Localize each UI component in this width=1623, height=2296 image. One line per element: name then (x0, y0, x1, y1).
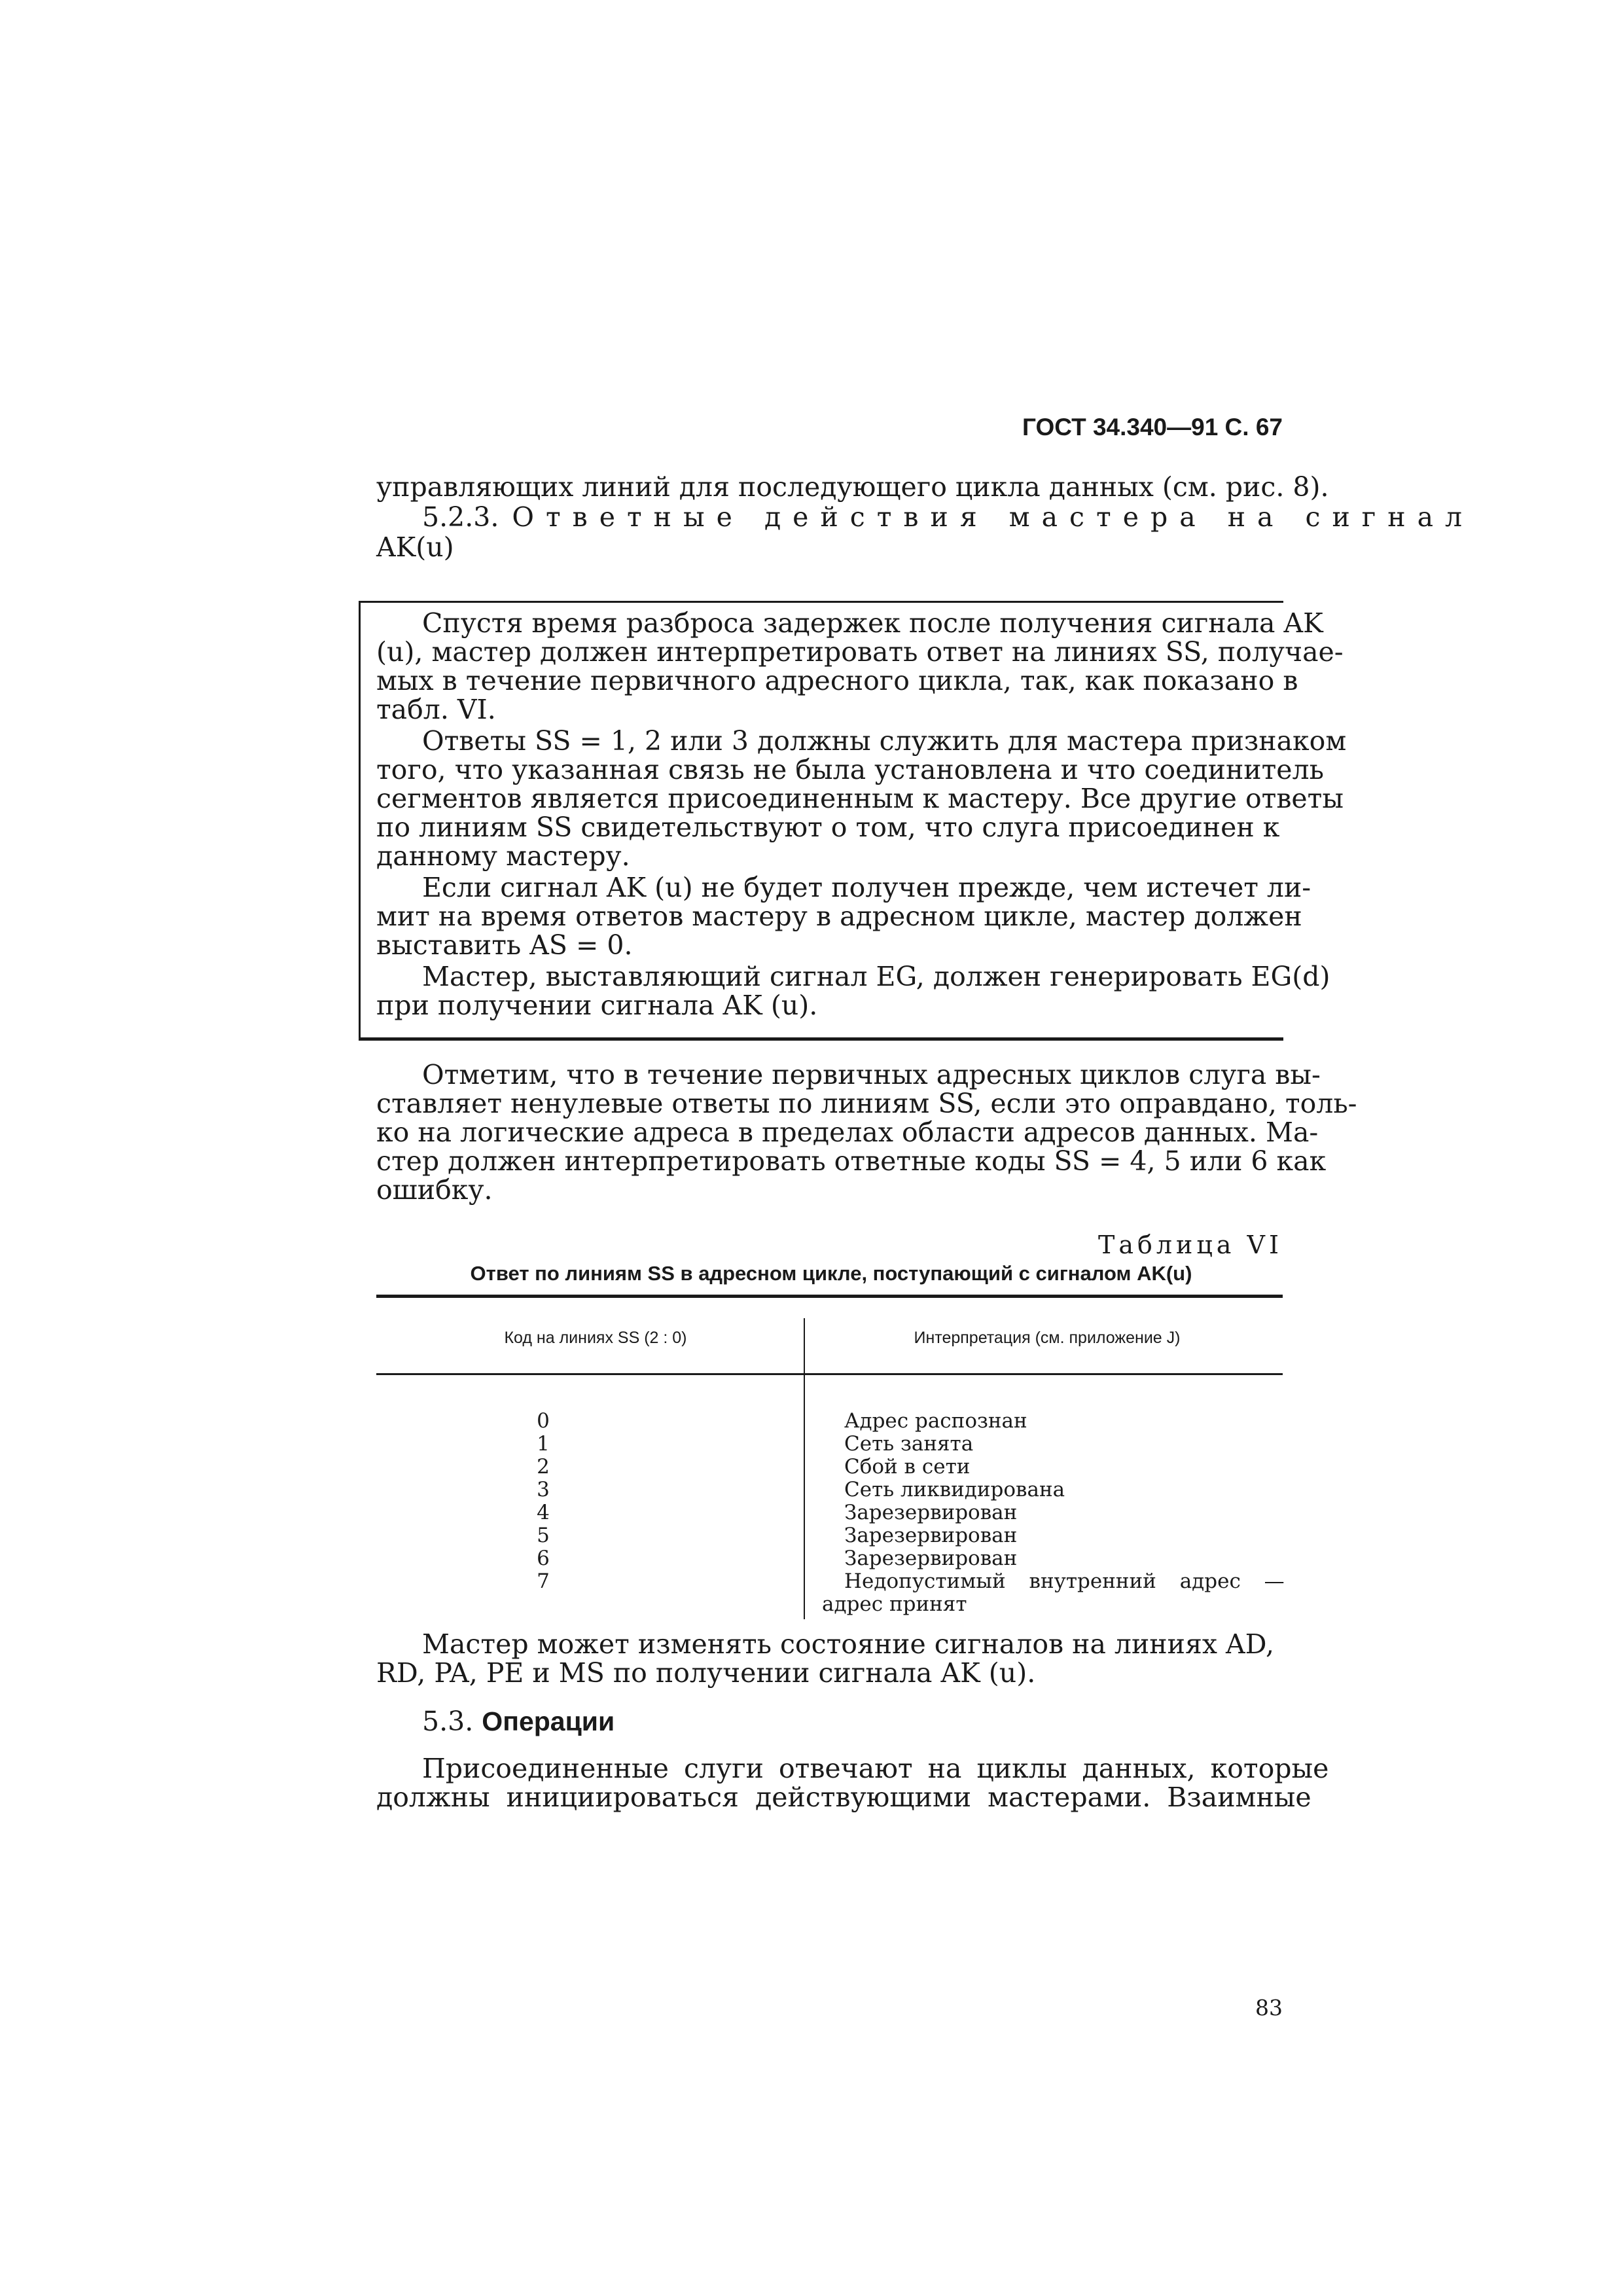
table-interpretation: Зарезервирован (844, 1547, 1018, 1570)
table-interpretation: Сеть ликвидирована (844, 1478, 1065, 1501)
table-code: 2 (537, 1455, 550, 1479)
table-code: 0 (537, 1409, 550, 1433)
section-523-number: 5.2.3. (422, 501, 499, 533)
page-number: 83 (1255, 1995, 1283, 2020)
box-paragraph-2 (376, 725, 1347, 872)
table-code: 7 (537, 1570, 550, 1593)
box-p2-line-3: сегментов является присоединенным к мастеру. Все другие ответы (376, 783, 1344, 814)
table-interpretation: Зарезервирован (844, 1524, 1018, 1547)
note-line-4: стер должен интерпретировать ответные коды SS = 4, 5 или 6 как (376, 1145, 1327, 1177)
box-p3-line-1: Если сигнал AK (u) не будет получен прежде, чем истечет ли- (422, 872, 1311, 903)
final-line-2: должны инициироваться действующими мастерами. Взаимные (376, 1782, 1311, 1813)
box-paragraph-1 (376, 607, 1344, 725)
note-line-5: ошибку. (376, 1174, 493, 1206)
table-interpretation: Адрес распознан (844, 1409, 1027, 1433)
box-p2-line-2: того, что указанная связь не была установлена и что соединитель (376, 754, 1324, 785)
table-interpretation-column (822, 1409, 1285, 1616)
after-table-paragraph (376, 1630, 1283, 1687)
note-line-1: Отметим, что в течение первичных адресных циклов слуга вы- (422, 1059, 1321, 1090)
table-code: 6 (537, 1547, 550, 1570)
intro-line: управляющих линий для последующего цикла данных (см. рис. 8). (376, 471, 1329, 503)
normative-box-content (376, 607, 1347, 1022)
box-p2-line-1: Ответы SS = 1, 2 или 3 должны служить для мастера признаком (422, 725, 1347, 757)
box-paragraph-4 (376, 961, 1330, 1021)
box-p3-line-3: выставить AS = 0. (376, 929, 633, 961)
table-code: 4 (537, 1501, 550, 1524)
table-interpretation: Зарезервирован (844, 1501, 1018, 1524)
table-column-divider (804, 1318, 805, 1619)
table-col2-header: Интерпретация (см. приложение J) (914, 1329, 1181, 1347)
box-p1-line-2: (u), мастер должен интерпретировать ответ на линиях SS, получае- (376, 636, 1344, 668)
final-line-1: Присоединенные слуги отвечают на циклы данных, которые (422, 1753, 1329, 1784)
table-col1-header: Код на линиях SS (2 : 0) (504, 1329, 687, 1347)
section-523-title: Ответные действия мастера на сигнал (512, 501, 1474, 533)
section-53-number: 5.3. (422, 1706, 474, 1737)
box-p1-line-4: табл. VI. (376, 694, 496, 725)
box-p1-line-1: Спустя время разброса задержек после получения сигнала AK (422, 607, 1323, 639)
final-paragraph (376, 1753, 1329, 1813)
table-header-rule (376, 1373, 1283, 1375)
table-title: Ответ по линиям SS в адресном цикле, поступающий с сигналом AK(u) (470, 1262, 1192, 1285)
table-interpretation: Сбой в сети (844, 1455, 971, 1479)
table-codes-column (510, 1410, 576, 1593)
table-top-rule (376, 1295, 1283, 1298)
section-53-title: Операции (482, 1706, 615, 1736)
section-523-title-continued: AK(u) (376, 531, 454, 563)
after-table-line-2: RD, PA, PE и MS по получении сигнала AK (u). (376, 1657, 1036, 1689)
box-p2-line-4: по линиям SS свидетельствуют о том, что слуга присоединен к (376, 812, 1280, 843)
table-interpretation: Недопустимый внутренний адрес — (844, 1570, 1285, 1593)
table-code: 5 (537, 1524, 550, 1547)
table-code: 1 (537, 1432, 550, 1456)
note-line-2: ставляет ненулевые ответы по линиям SS, если это оправдано, толь- (376, 1088, 1357, 1119)
running-header: ГОСТ 34.340—91 С. 67 (1022, 414, 1283, 440)
section-523-heading (422, 501, 1474, 533)
table-interpretation-continuation: адрес принят (822, 1592, 967, 1616)
note-paragraph (376, 1059, 1357, 1206)
box-p4-line-1: Мастер, выставляющий сигнал EG, должен генерировать EG(d) (422, 961, 1330, 992)
box-p4-line-2: при получении сигнала AK (u). (376, 990, 818, 1021)
box-p3-line-2: мит на время ответов мастеру в адресном цикле, мастер должен (376, 901, 1302, 932)
table-interpretation: Сеть занята (844, 1432, 974, 1456)
section-53-heading (422, 1706, 615, 1737)
box-paragraph-3 (376, 872, 1311, 961)
box-p1-line-3: мых в течение первичного адресного цикла, так, как показано в (376, 665, 1298, 696)
box-p2-line-5: данному мастеру. (376, 840, 630, 872)
after-table-line-1: Мастер может изменять состояние сигналов на линиях AD, (422, 1628, 1275, 1660)
table-label: Таблица VI (1098, 1230, 1283, 1259)
note-line-3: ко на логические адреса в пределах области адресов данных. Ма- (376, 1117, 1319, 1148)
table-code: 3 (537, 1478, 550, 1501)
